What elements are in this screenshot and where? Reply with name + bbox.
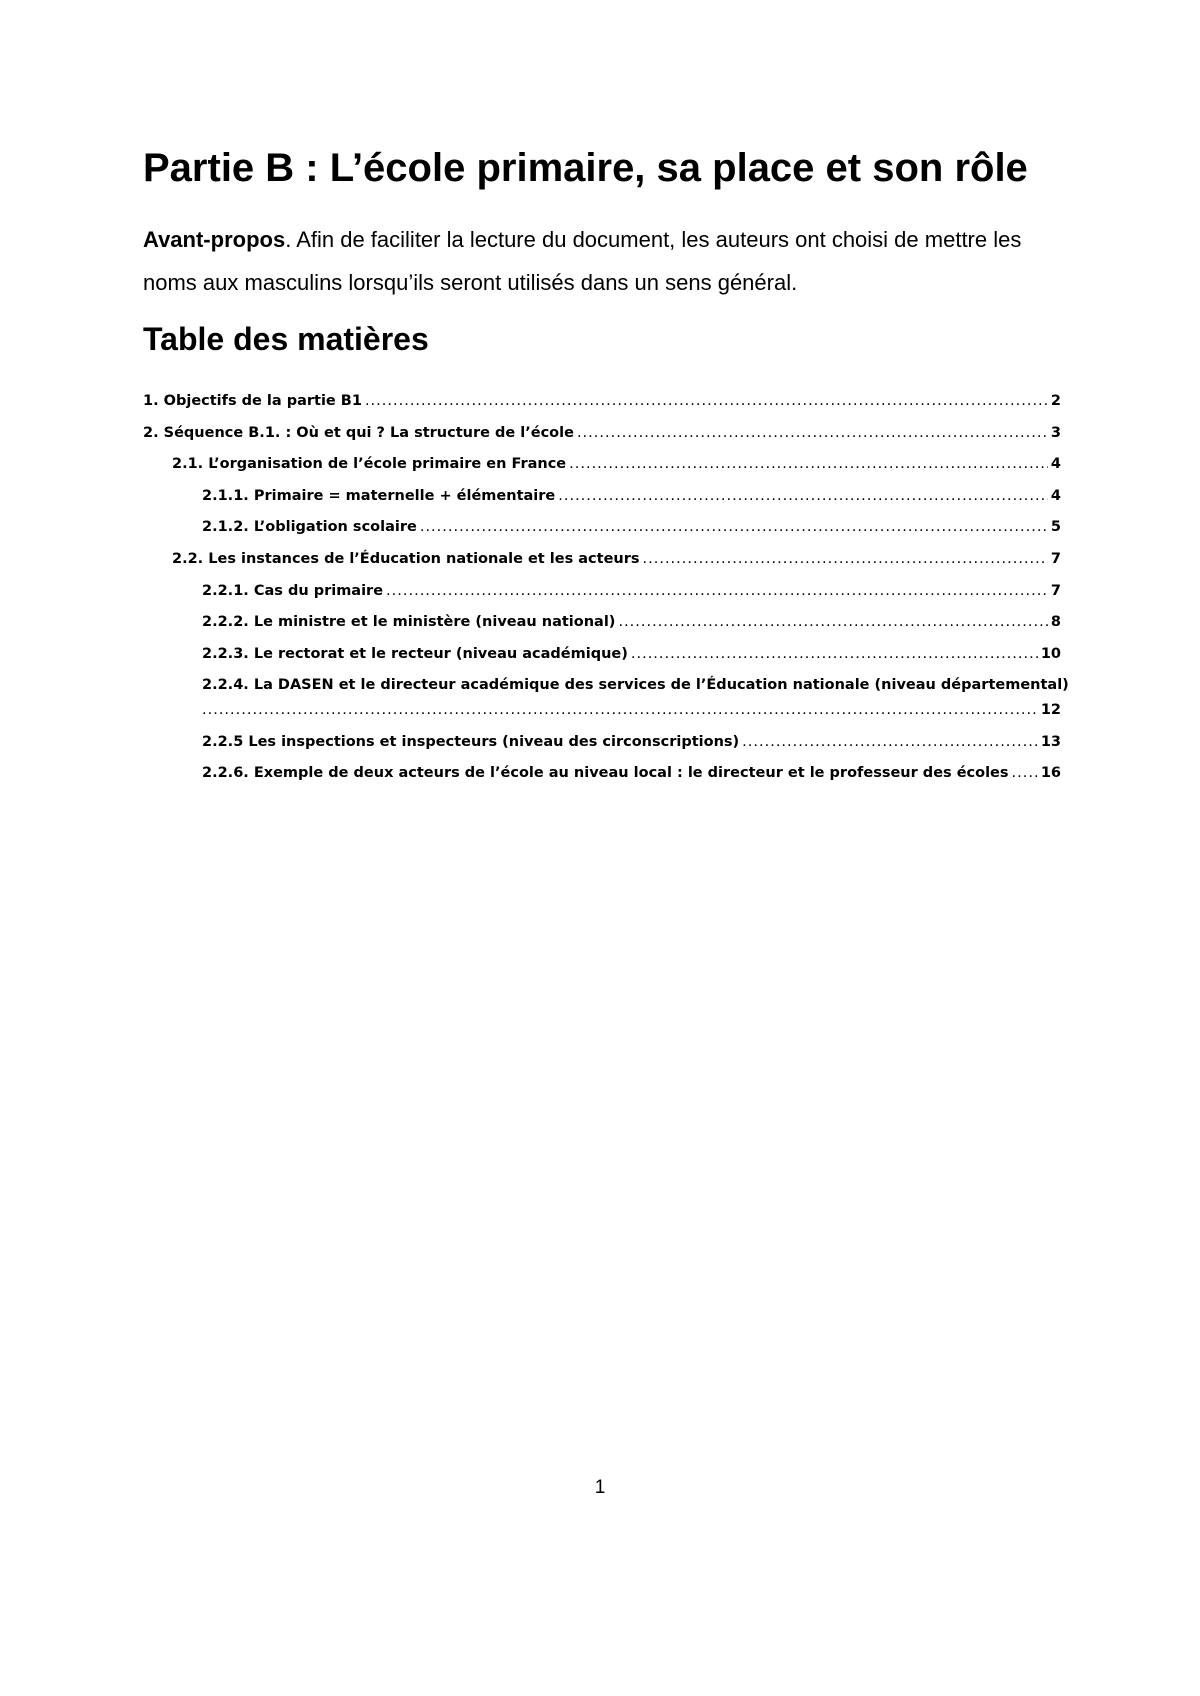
dot-leader xyxy=(420,516,1048,538)
toc-entry-page[interactable]: 7 xyxy=(1050,551,1061,567)
dot-leader xyxy=(1012,762,1038,784)
dot-leader xyxy=(558,485,1048,507)
toc-entry-title[interactable]: 2. Séquence B.1. : Où et qui ? La structure de l’école xyxy=(143,425,574,441)
foreword-label: Avant-propos xyxy=(143,227,286,252)
toc-entry-page[interactable]: 5 xyxy=(1050,519,1061,535)
toc-entry-title[interactable]: 2.2.4. La DASEN et le directeur académique des services de l’Éducation nationale (niveau départemental) xyxy=(202,677,1069,693)
toc-entry[interactable] xyxy=(202,516,1061,538)
toc-entry-title[interactable]: 2.1.2. L’obligation scolaire xyxy=(202,519,417,535)
toc-entry-page[interactable]: 4 xyxy=(1050,456,1061,472)
toc-heading: Table des matières xyxy=(143,321,429,357)
toc-entry[interactable] xyxy=(202,611,1061,633)
toc-entry-page[interactable]: 12 xyxy=(1040,702,1061,718)
toc-entry[interactable] xyxy=(172,453,1061,475)
dot-leader xyxy=(742,731,1038,753)
toc-entry-page[interactable]: 2 xyxy=(1050,393,1061,409)
toc-entry[interactable] xyxy=(143,422,1061,444)
toc-entry-title[interactable]: 2.2.6. Exemple de deux acteurs de l’école au niveau local : le directeur et le professeur des écoles xyxy=(202,765,1009,781)
dot-leader xyxy=(386,580,1048,602)
toc-entry[interactable] xyxy=(172,548,1061,570)
toc-entry-title[interactable]: 2.2. Les instances de l’Éducation nationale et les acteurs xyxy=(172,551,640,567)
page-number: 1 xyxy=(594,1477,606,1498)
dot-leader xyxy=(202,698,1038,723)
dot-leader xyxy=(618,611,1047,633)
toc-entry-page[interactable]: 3 xyxy=(1050,425,1061,441)
toc-entry-title[interactable]: 2.2.1. Cas du primaire xyxy=(202,583,384,599)
toc-entry-title[interactable]: 1. Objectifs de la partie B1 xyxy=(143,393,362,409)
toc-entry-page[interactable]: 10 xyxy=(1040,646,1061,662)
toc-entry[interactable] xyxy=(202,731,1061,753)
toc-entry-page[interactable]: 8 xyxy=(1050,614,1061,630)
toc-entry[interactable] xyxy=(202,580,1061,602)
toc-entry[interactable] xyxy=(143,390,1061,412)
toc-entry-title[interactable]: 2.2.5 Les inspections et inspecteurs (niveau des circonscriptions) xyxy=(202,734,740,750)
toc-entry-title[interactable]: 2.1.1. Primaire = maternelle + élémentaire xyxy=(202,488,556,504)
toc-entry-title[interactable]: 2.1. L’organisation de l’école primaire en France xyxy=(172,456,567,472)
toc-entry-page[interactable]: 4 xyxy=(1050,488,1061,504)
dot-leader xyxy=(643,548,1048,570)
toc-entry-page[interactable]: 16 xyxy=(1040,765,1061,781)
toc-entry[interactable] xyxy=(202,673,1069,723)
dot-leader xyxy=(569,453,1048,475)
foreword xyxy=(143,218,1073,304)
toc-entry-continuation xyxy=(202,698,1061,723)
toc-entry-title[interactable]: 2.2.2. Le ministre et le ministère (niveau national) xyxy=(202,614,616,630)
dot-leader xyxy=(577,422,1048,444)
toc-entry-page[interactable]: 7 xyxy=(1050,583,1061,599)
toc-entry[interactable] xyxy=(202,643,1061,665)
toc-entry[interactable] xyxy=(202,762,1061,784)
toc-entry-page[interactable]: 13 xyxy=(1040,734,1061,750)
dot-leader xyxy=(365,390,1048,412)
toc-entry-title[interactable]: 2.2.3. Le rectorat et le recteur (niveau académique) xyxy=(202,646,628,662)
toc-entry[interactable] xyxy=(202,485,1061,507)
page-title: Partie B : L’école primaire, sa place et son rôle xyxy=(143,146,1028,190)
foreword-text: . Afin de faciliter la lecture du document, les auteurs ont choisi de mettre les noms aux masculins lorsqu’ils seront utilisés dans un sens général. xyxy=(143,227,1022,295)
dot-leader xyxy=(631,643,1038,665)
